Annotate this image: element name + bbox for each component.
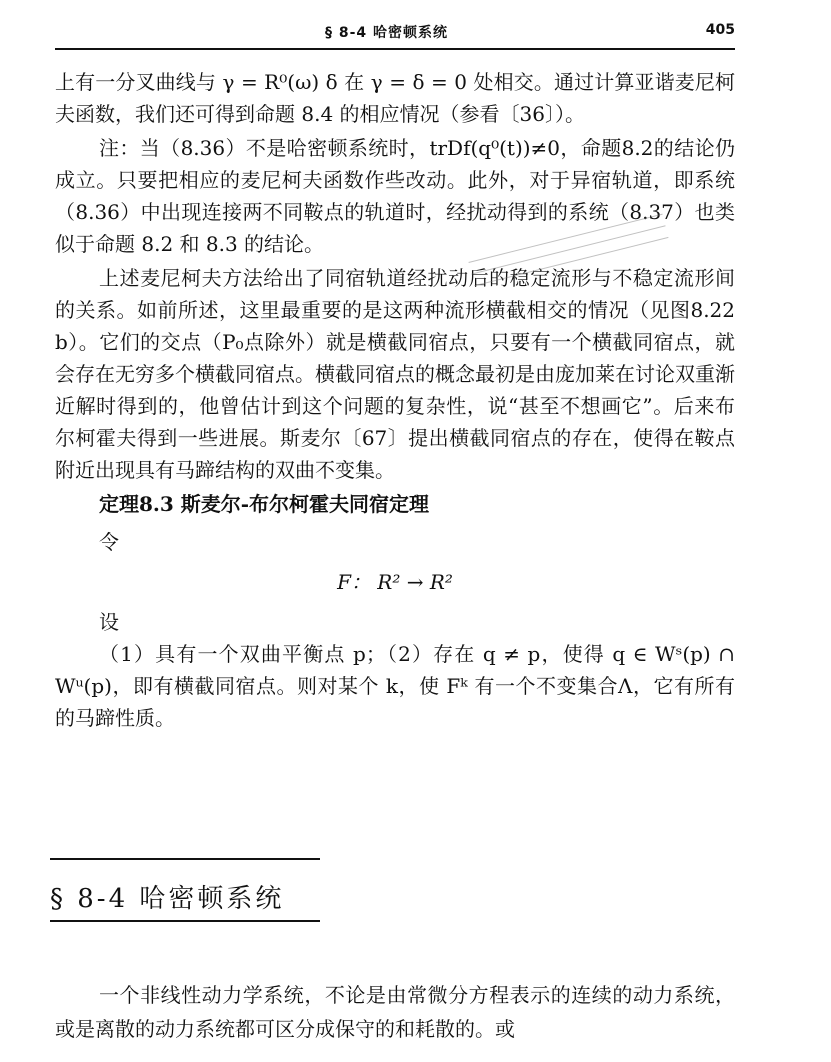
section-rule-top (50, 858, 320, 860)
theorem-suppose-label: 设 (99, 610, 119, 634)
theorem-let-label: 令 (99, 530, 119, 554)
theorem-conditions: （1）具有一个双曲平衡点 p；（2）存在 q ≠ p，使得 q ∈ Wˢ(p) ∩ Wᵘ(p)，即有横截同宿点。则对某个 k，使 Fᵏ 有一个不变集合Λ，它有所有的马蹄性质。 (55, 642, 735, 730)
section-heading: § 8-4 哈密顿系统 (50, 884, 285, 914)
section-first-paragraph: 一个非线性动力学系统，不论是由常微分方程表示的连续的动力系统，或是离散的动力系统都可区分成保守的和耗散的。或 (55, 983, 735, 1041)
paragraph-1: 上有一分叉曲线与 γ = R⁰(ω) δ 在 γ = δ = 0 处相交。通过计算亚谐麦尼柯夫函数，我们还可得到命题 8.4 的相应情况（参看〔36〕）。 (55, 70, 735, 126)
section-rule-bottom (50, 920, 320, 922)
theorem-formula: F： R² → R² (337, 570, 453, 594)
theorem-title: 定理8.3 斯麦尔-布尔柯霍夫同宿定理 (99, 492, 430, 516)
page-number: 405 (705, 22, 735, 38)
paragraph-3: 上述麦尼柯夫方法给出了同宿轨道经扰动后的稳定流形与不稳定流形间的关系。如前所述，这里最重要的是这两种流形横截相交的情况（见图8.22 b）。它们的交点（P₀点除外）就是横截同宿点，只要有一个横截同宿点，就会存在无穷多个横截同宿点。横截同宿点的概念最初是由庞加莱在讨论双重渐近解时得到的，他曾估计到这个问题的复杂性，说“甚至不想画它”。后来布尔柯霍夫得到一些进展。斯麦尔〔67〕提出横截同宿点的存在，使得在鞍点附近出现具有马蹄结构的双曲不变集。 (55, 266, 735, 482)
body-text (55, 66, 735, 736)
header-rule (55, 48, 735, 50)
running-head: § 8-4 哈密顿系统 (325, 25, 449, 41)
page-header (55, 22, 735, 46)
paragraph-2: 注：当（8.36）不是哈密顿系统时，trDf(q⁰(t))≠0，命题8.2的结论仍成立。只要把相应的麦尼柯夫函数作些改动。此外，对于异宿轨道，即系统（8.36）中出现连接两不同鞍点的轨道时，经扰动得到的系统（8.37）也类似于命题 8.2 和 8.3 的结论。 (55, 136, 735, 256)
